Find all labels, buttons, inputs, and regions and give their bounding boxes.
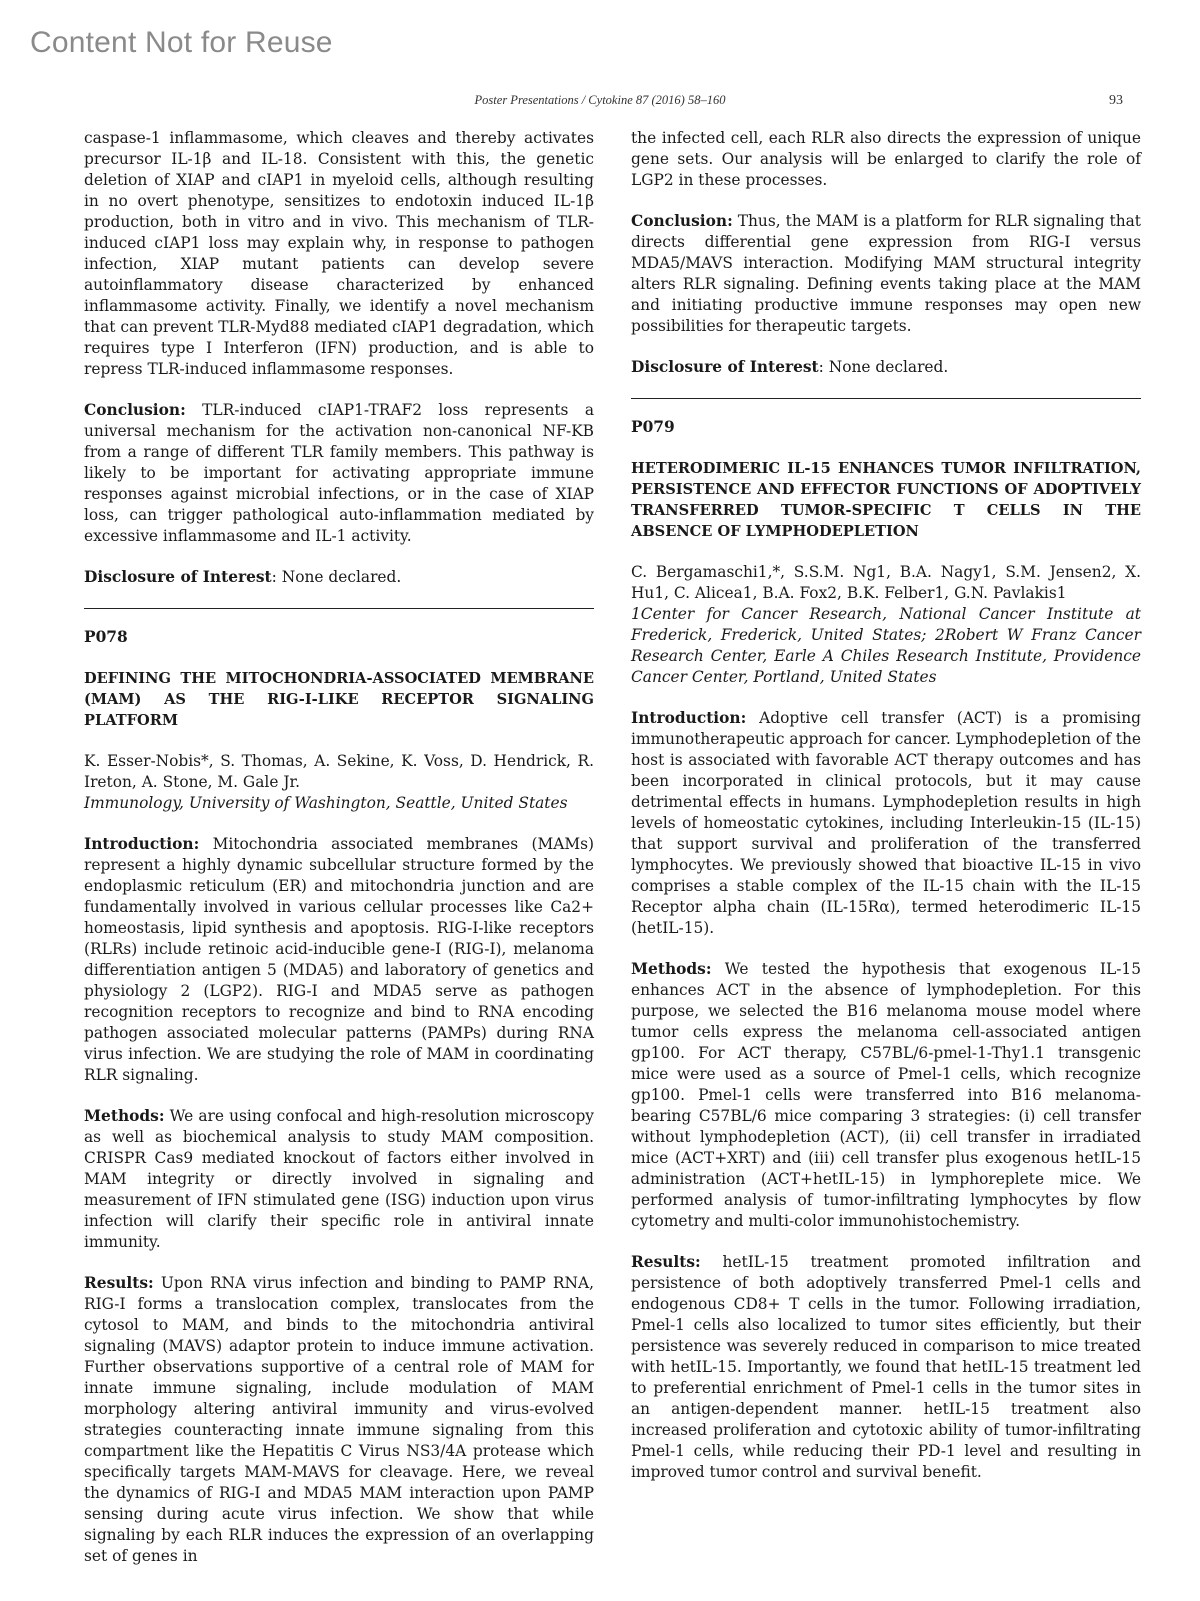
methods-text: We tested the hypothesis that exogenous IL-15 enhances ACT in the absence of lymphodepletion. For this purpose, we selected the B16 melanoma mouse model where tumor cells express the melanoma cell-associated antigen gp100. For ACT therapy, C57BL/6-pmel-1-Thy1.1 transgenic mice were used as a source of Pmel-1 cells, which recognize gp100. Pmel-1 cells were transferred into B16 melanoma-bearing C57BL/6 mice comparing 3 strategies: (i) cell transfer without lymphodepletion (ACT), (ii) cell transfer in irradiated mice (ACT+XRT) and (iii) cell transfer plus exogenous hetIL-15 administration (ACT+hetIL-15) in lymphoreplete mice. We performed analysis of tumor-infiltrating lymphocytes by flow cytometry and multi-color immunohistochemistry. xyxy=(631,960,1141,1230)
disclosure-paragraph xyxy=(84,567,594,588)
results-text: Upon RNA virus infection and binding to PAMP RNA, RIG-I forms a translocation complex, translocates from the cytosol to MAM, and binds to the mitochondria antiviral signaling (MAVS) adaptor protein to induce immune activation. Further observations supportive of a central role of MAM for innate immune signaling, include modulation of MAM morphology altering antiviral immunity and virus-evolved strategies counteracting innate immune signaling from this compartment like the Hepatitis C Virus NS3/4A protease which specifically targets MAM-MAVS for cleavage. Here, we reveal the dynamics of RIG-I and MDA5 MAM interaction upon PAMP sensing during acute virus infection. We show that while signaling by each RLR induces the expression of an overlapping set of genes in xyxy=(84,1274,594,1565)
disclosure-paragraph xyxy=(631,357,1141,378)
results-label: Results: xyxy=(84,1274,154,1292)
watermark: Content Not for Reuse xyxy=(30,26,333,59)
introduction-label: Introduction: xyxy=(631,709,747,727)
disclosure-text: : None declared. xyxy=(818,358,949,376)
results-paragraph xyxy=(631,1252,1141,1483)
left-column xyxy=(84,128,594,1587)
author-list: K. Esser-Nobis*, S. Thomas, A. Sekine, K. Voss, D. Hendrick, R. Ireton, A. Stone, M. Gale Jr. xyxy=(84,752,594,791)
right-column xyxy=(631,128,1141,1503)
conclusion-paragraph xyxy=(84,400,594,547)
section-divider xyxy=(84,608,594,609)
abstract-code: P079 xyxy=(631,418,675,436)
methods-label: Methods: xyxy=(84,1107,165,1125)
continued-paragraph: the infected cell, each RLR also directs the expression of unique gene sets. Our analysis will be enlarged to clarify the role of LGP2 in these processes. xyxy=(631,129,1141,189)
methods-paragraph xyxy=(84,1106,594,1253)
results-text: hetIL-15 treatment promoted infiltration and persistence of both adoptively transferred Pmel-1 cells and endogenous CD8+ T cells in the tumor. Following irradiation, Pmel-1 cells also localized to tumor sites efficiently, but their persistence was severely reduced in comparison to mice treated with hetIL-15. Importantly, we found that hetIL-15 treatment led to preferential enrichment of Pmel-1 cells in the tumor sites in an antigen-dependent manner. hetIL-15 treatment also increased proliferation and cytotoxic ability of tumor-infiltrating Pmel-1 cells, while reducing their PD-1 level and resulting in improved tumor control and survival benefit. xyxy=(631,1253,1141,1481)
affiliation: 1Center for Cancer Research, National Cancer Institute at Frederick, Frederick, United States; 2Robert W Franz Cancer Research Center, Earle A Chiles Research Institute, Providence Cancer Center, Portland, United States xyxy=(631,605,1141,686)
affiliation: Immunology, University of Washington, Seattle, United States xyxy=(84,794,568,812)
introduction-label: Introduction: xyxy=(84,835,200,853)
conclusion-text: TLR-induced cIAP1-TRAF2 loss represents a universal mechanism for the activation non-canonical NF-KB from a range of different TLR family members. This pathway is likely to be important for activating appropriate immune responses against microbial infections, or in the case of XIAP loss, can trigger pathological auto-inflammation mediated by excessive inflammasome and IL-1 activity. xyxy=(84,401,594,545)
disclosure-label: Disclosure of Interest xyxy=(84,568,272,586)
results-label: Results: xyxy=(631,1253,701,1271)
methods-label: Methods: xyxy=(631,960,712,978)
conclusion-paragraph xyxy=(631,211,1141,337)
results-paragraph xyxy=(84,1273,594,1567)
abstract-code: P078 xyxy=(84,628,128,646)
introduction-text: Mitochondria associated membranes (MAMs) represent a highly dynamic subcellular structure formed by the endoplasmic reticulum (ER) and mitochondria junction and are fundamentally involved in various cellular processes like Ca2+ homeostasis, lipid synthesis and apoptosis. RIG-I-like receptors (RLRs) include retinoic acid-inducible gene-I (RIG-I), melanoma differentiation antigen 5 (MDA5) and laboratory of genetics and physiology 2 (LGP2). RIG-I and MDA5 serve as pathogen recognition receptors to recognize and bind to RNA encoding pathogen associated molecular patterns (PAMPs) during RNA virus infection. We are studying the role of MAM in coordinating RLR signaling. xyxy=(84,835,594,1084)
introduction-paragraph xyxy=(84,834,594,1086)
continued-paragraph: caspase-1 inflammasome, which cleaves and thereby activates precursor IL-1β and IL-18. Consistent with this, the genetic deletion of XIAP and cIAP1 in myeloid cells, although resulting in no overt phenotype, sensitizes to endotoxin induced IL-1β production, both in vitro and in vivo. This mechanism of TLR-induced cIAP1 loss may explain why, in response to pathogen infection, XIAP mutant patients can develop severe autoinflammatory disease characterized by enhanced inflammasome activity. Finally, we identify a novel mechanism that can prevent TLR-Myd88 mediated cIAP1 degradation, which requires type I Interferon (IFN) production, and is able to repress TLR-induced inflammasome responses. xyxy=(84,129,594,378)
conclusion-label: Conclusion: xyxy=(84,401,186,419)
abstract-title: HETERODIMERIC IL-15 ENHANCES TUMOR INFILTRATION, PERSISTENCE AND EFFECTOR FUNCTIONS OF ADOPTIVELY TRANSFERRED TUMOR-SPECIFIC T CELLS IN THE ABSENCE OF LYMPHODEPLETION xyxy=(631,460,1141,540)
introduction-text: Adoptive cell transfer (ACT) is a promising immunotherapeutic approach for cancer. Lymphodepletion of the host is associated with favorable ACT therapy outcomes and has been incorporated in clinical protocols, but it may cause detrimental effects in humans. Lymphodepletion results in high levels of homeostatic cytokines, including Interleukin-15 (IL-15) that support survival and proliferation of the transferred lymphocytes. We previously showed that bioactive IL-15 in vivo comprises a stable complex of the IL-15 chain with the IL-15 Receptor alpha chain (IL-15Rα), termed heterodimeric IL-15 (hetIL-15). xyxy=(631,709,1141,937)
disclosure-text: : None declared. xyxy=(271,568,402,586)
introduction-paragraph xyxy=(631,708,1141,939)
conclusion-label: Conclusion: xyxy=(631,212,733,230)
abstract-title: DEFINING THE MITOCHONDRIA-ASSOCIATED MEMBRANE (MAM) AS THE RIG-I-LIKE RECEPTOR SIGNALING PLATFORM xyxy=(84,670,594,729)
conclusion-text: Thus, the MAM is a platform for RLR signaling that directs differential gene expression from RIG-I versus MDA5/MAVS interaction. Modifying MAM structural integrity alters RLR signaling. Defining events taking place at the MAM and initiating productive immune responses may open new possibilities for therapeutic targets. xyxy=(631,212,1141,335)
methods-paragraph xyxy=(631,959,1141,1232)
disclosure-label: Disclosure of Interest xyxy=(631,358,819,376)
author-list: C. Bergamaschi1,*, S.S.M. Ng1, B.A. Nagy1, S.M. Jensen2, X. Hu1, C. Alicea1, B.A. Fox2, B.K. Felber1, G.N. Pavlakis1 xyxy=(631,563,1141,602)
section-divider xyxy=(631,398,1141,399)
running-head: Poster Presentations / Cytokine 87 (2016) 58–160 xyxy=(474,93,726,107)
methods-text: We are using confocal and high-resolution microscopy as well as biochemical analysis to study MAM composition. CRISPR Cas9 mediated knockout of factors either involved in MAM integrity or directly involved in signaling and measurement of IFN stimulated gene (ISG) induction upon virus infection will clarify their specific role in antiviral innate immunity. xyxy=(84,1107,594,1251)
page-number: 93 xyxy=(1109,93,1123,108)
